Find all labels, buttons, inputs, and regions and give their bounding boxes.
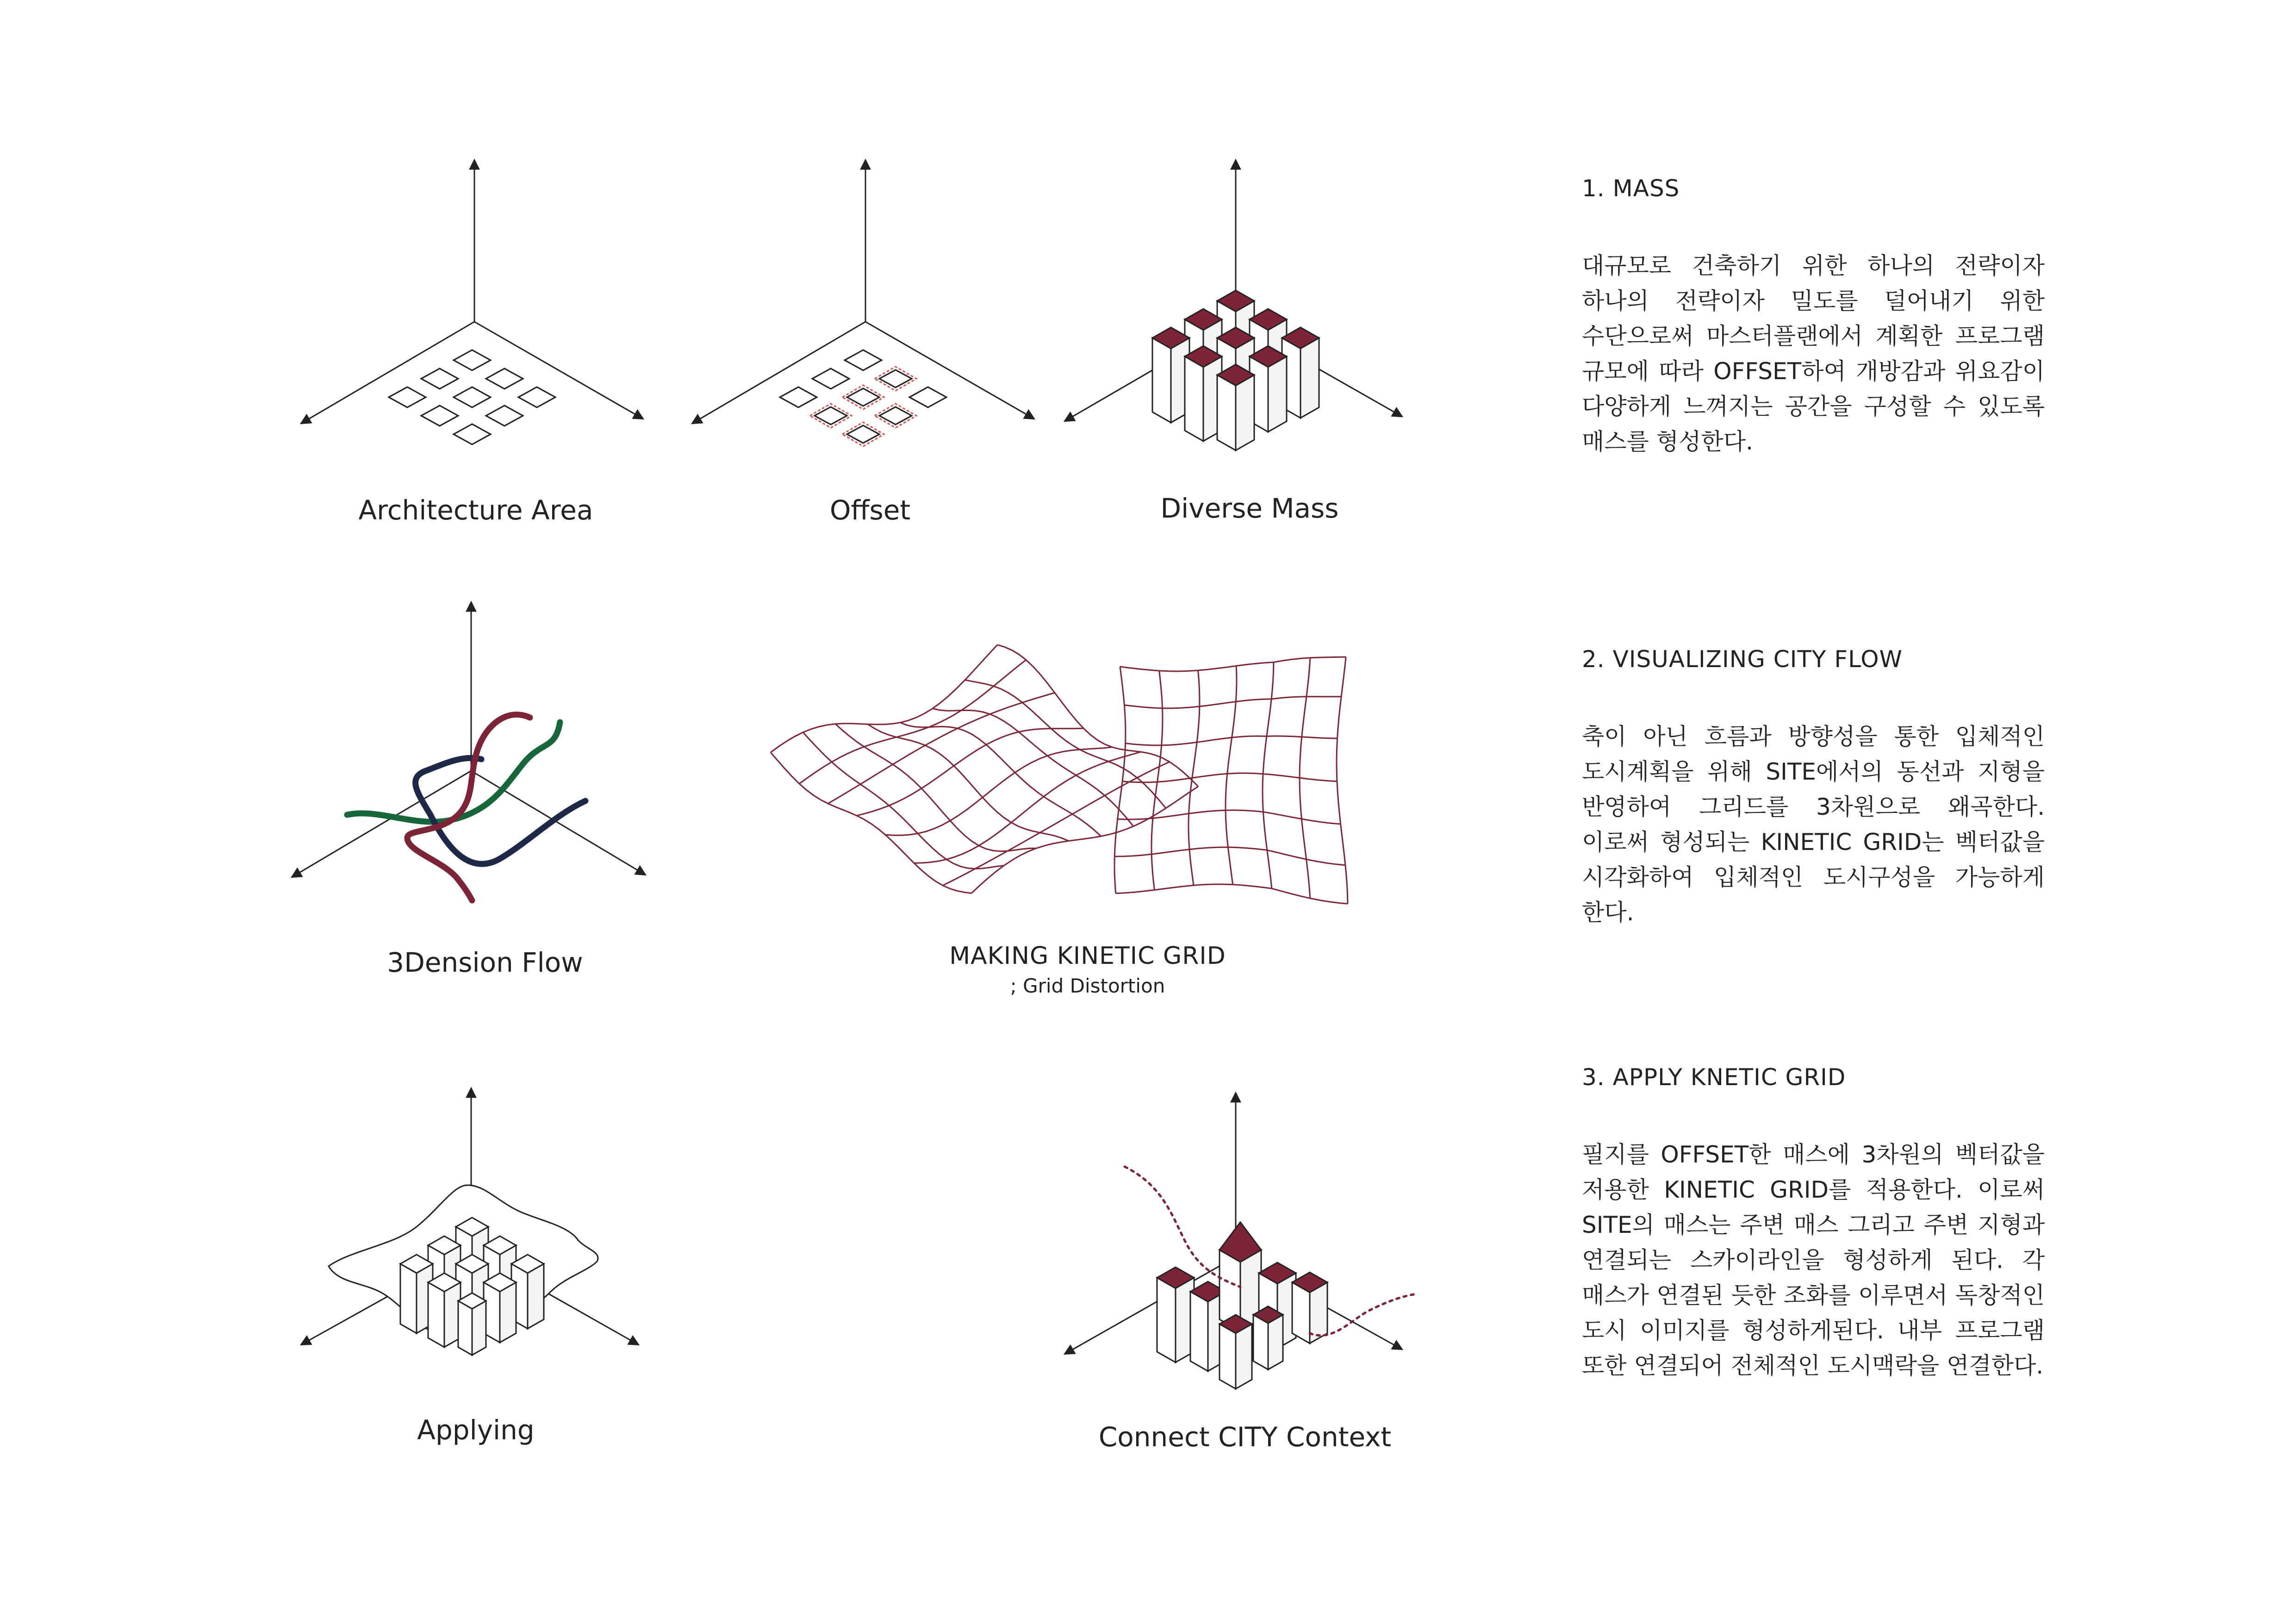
- section-body: 대규모로 건축하기 위한 하나의 전략이자 하나의 전략이자 밀도를 덜어내기 위한 수단으로써 마스터플랜에서 계획한 프로그램 규모에 따라 OFFSET하여 개방감과 위요감이 다양하게 느껴지는 공간을 구성할 수 있도록 매스를 형성한다.: [1582, 252, 2045, 455]
- caption-offset: Offset: [829, 494, 911, 526]
- flow-curve-green: [347, 722, 560, 822]
- kinetic-grid-plan: [1114, 657, 1348, 904]
- section-title: 2. VISUALIZING CITY FLOW: [1582, 646, 1903, 673]
- section-title: 1. MASS: [1582, 175, 1680, 202]
- caption-flow: 3Dension Flow: [387, 947, 583, 978]
- caption-diverse-mass: Diverse Mass: [1160, 493, 1339, 524]
- section-title: 3. APPLY KNETIC GRID: [1582, 1064, 1846, 1091]
- flow-curve-navy: [416, 758, 585, 864]
- caption-kinetic-grid: MAKING KINETIC GRID: [949, 942, 1226, 970]
- caption-connect-city-context: Connect CITY Context: [1098, 1421, 1392, 1453]
- axes-flow: [292, 602, 646, 877]
- axes-architecture-area: [301, 160, 643, 424]
- flow-curves: [347, 715, 585, 900]
- section-body: 필지를 OFFSET한 매스에 3차원의 벡터값을 저용한 KINETIC GRID를 적용한다. 이로써 SITE의 매스는 주변 매스 그리고 주변 지형과 연결되는 스카이라인을 형성하게 된다. 각 매스가 연결된 듯한 조화를 이루면서 독창적인 도시 이미지를 형성하게된다. 내부 프로그램 또한 연결되어 전체적인 도시맥락을 연결한다.: [1582, 1141, 2045, 1379]
- section-mass: [1582, 175, 2045, 459]
- caption-applying: Applying: [417, 1414, 535, 1446]
- section-body: 축이 아닌 흐름과 방향성을 통한 입체적인 도시계획을 위해 SITE에서의 동선과 지형을 반영하여 그리드를 3차원으로 왜곡한다. 이로써 형성되는 KINETIC GRID는 벡터값을 시각화하여 입체적인 도시구성을 가능하게 한다.: [1582, 723, 2045, 926]
- axes-offset: [692, 160, 1034, 424]
- section-city-flow: [1582, 646, 2045, 930]
- connect-city-towers: [1157, 1222, 1327, 1389]
- diverse-mass-towers: [1152, 290, 1319, 450]
- section-apply-grid: [1582, 1064, 2045, 1383]
- architecture-area-plots: [389, 350, 555, 444]
- caption-architecture-area: Architecture Area: [358, 494, 593, 526]
- caption-kinetic-grid-sub: ; Grid Distortion: [1010, 974, 1165, 997]
